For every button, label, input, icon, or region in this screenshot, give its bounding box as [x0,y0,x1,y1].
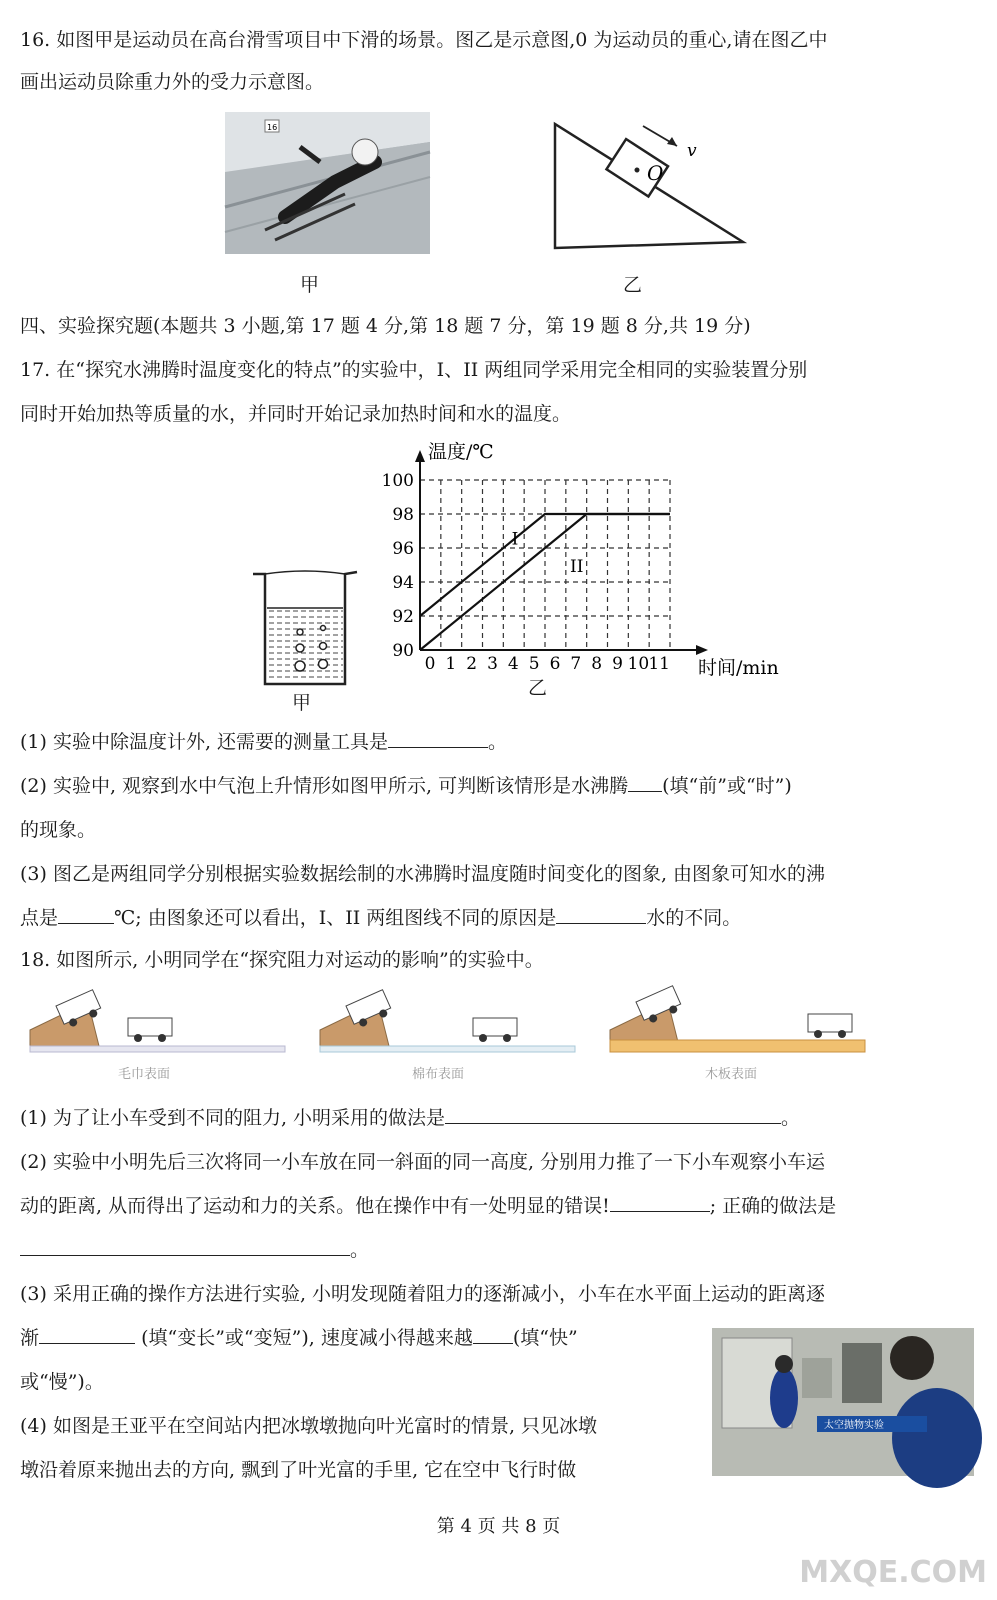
temperature-time-chart [380,440,779,690]
q17-line1: 17. 在“探究水沸腾时温度变化的特点”的实验中，I、II 两组同学采用完全相同的实验装置分别 [20,359,808,381]
q18-sub1: (1) 为了让小车受到不同的阻力, 小明采用的做法是 。 [20,1096,800,1140]
answer-blank[interactable] [58,901,114,924]
caption-jia-17: 甲 [292,692,312,714]
y-tick-label: 90 [392,641,414,661]
series-label-I: I [511,529,519,550]
y-axis-arrow [415,450,425,462]
space-station-photo [712,1328,974,1476]
series-label-II: II [570,556,584,577]
x-tick-label: 10 [627,654,650,674]
q18-sub3: (3) 采用正确的操作方法进行实验, 小明发现随着阻力的逐渐减小，小车在水平面上运动的距离逐 [20,1283,826,1305]
q16-line2: 画出运动员除重力外的受力示意图。 [20,71,325,93]
q18-sub4: (4) 如图是王亚平在空间站内把冰墩墩抛向叶光富时的情景, 只见冰墩 [20,1415,598,1437]
site-watermark: MXQE.COM [799,1555,987,1590]
x-tick-label: 8 [591,654,603,674]
surface-label-wood: 木板表面 [705,1067,758,1082]
label-o: O [647,161,664,185]
x-tick-label: 9 [612,654,623,674]
q18-sub3-cont: 渐 (填“变长”或“变短”), 速度减小得越来越 (填“快” [20,1316,578,1360]
x-tick-label: 7 [570,654,582,674]
y-tick-label: 96 [392,539,414,559]
q18-sub3-end: 或“慢”)。 [20,1371,104,1393]
surface-label-towel: 毛巾表面 [118,1067,171,1082]
caption-yi-17: 乙 [528,677,548,699]
answer-blank[interactable] [610,1189,710,1212]
answer-blank[interactable] [628,769,662,792]
x-tick-label: 3 [487,654,498,674]
x-tick-label: 4 [507,654,519,674]
x-tick-label: 6 [549,654,561,674]
q17-line2: 同时开始加热等质量的水，并同时开始记录加热时间和水的温度。 [20,403,572,425]
x-axis-label: 时间/min [698,657,779,679]
y-tick-label: 92 [392,607,414,627]
q18-line1: 18. 如图所示, 小明同学在“探究阻力对运动的影响”的实验中。 [20,949,544,971]
bib-number: 16 [267,123,278,132]
x-tick-label: 5 [528,654,540,674]
caption-jia-16: 甲 [300,274,320,296]
ski-jump-photo [225,112,430,254]
q17-sub3-cont: 点是 ℃; 由图象还可以看出，I、II 两组图线不同的原因是 水的不同。 [20,896,741,940]
y-axis-label: 温度/℃ [428,441,494,463]
answer-blank[interactable] [556,901,646,924]
q17-sub2-cont: 的现象。 [20,819,97,841]
caption-yi-16: 乙 [623,274,643,296]
q17-sub3: (3) 图乙是两组同学分别根据实验数据绘制的水沸腾时温度随时间变化的图象, 由图象可知水的沸 [20,863,826,885]
cotton-surface-figure [318,990,580,1060]
photo-caption-banner: 太空抛物实验 [824,1420,884,1431]
towel-surface-figure [28,990,290,1060]
x-tick-label: 11 [648,654,670,674]
q16-line1: 16. 如图甲是运动员在高台滑雪项目中下滑的场景。图乙是示意图,0 为运动员的重心,请在图乙中 [20,29,828,51]
x-tick-label: 0 [424,654,436,674]
q17-sub2: (2) 实验中, 观察到水中气泡上升情形如图甲所示, 可判断该情形是水沸腾 (填“前”或“时”) [20,764,792,808]
q18-sub2: (2) 实验中小明先后三次将同一小车放在同一斜面的同一高度, 分别用力推了一下小车观察小车运 [20,1151,826,1173]
label-v: v [687,141,697,161]
x-tick-label: 2 [466,654,478,674]
x-tick-label: 1 [445,654,457,674]
answer-blank[interactable] [473,1321,513,1344]
section-4-heading: 四、实验探究题(本题共 3 小题,第 17 题 4 分,第 18 题 7 分，第 19 题 8 分,共 19 分) [20,315,751,337]
surface-label-cotton: 棉布表面 [412,1067,465,1082]
q18-sub2-cont: 动的距离, 从而得出了运动和力的关系。他在操作中有一处明显的错误! ; 正确的做法是 [20,1184,836,1228]
wood-surface-figure [608,990,870,1060]
y-tick-label: 98 [392,505,414,525]
answer-blank[interactable] [20,1233,350,1256]
y-tick-label: 100 [381,471,414,491]
q18-sub2-answer: 。 [20,1228,369,1272]
answer-blank[interactable] [445,1101,781,1124]
answer-blank[interactable] [388,725,488,748]
q18-sub4-cont: 墩沿着原来抛出去的方向, 飘到了叶光富的手里, 它在空中飞行时做 [20,1459,577,1481]
answer-blank[interactable] [39,1321,135,1344]
q17-sub1: (1) 实验中除温度计外, 还需要的测量工具是 。 [20,720,507,764]
x-axis-arrow [696,645,708,655]
beaker-figure [245,566,365,691]
slope-diagram [545,112,755,254]
y-tick-label: 94 [392,573,414,593]
page-footer: 第 4 页 共 8 页 [436,1516,561,1537]
